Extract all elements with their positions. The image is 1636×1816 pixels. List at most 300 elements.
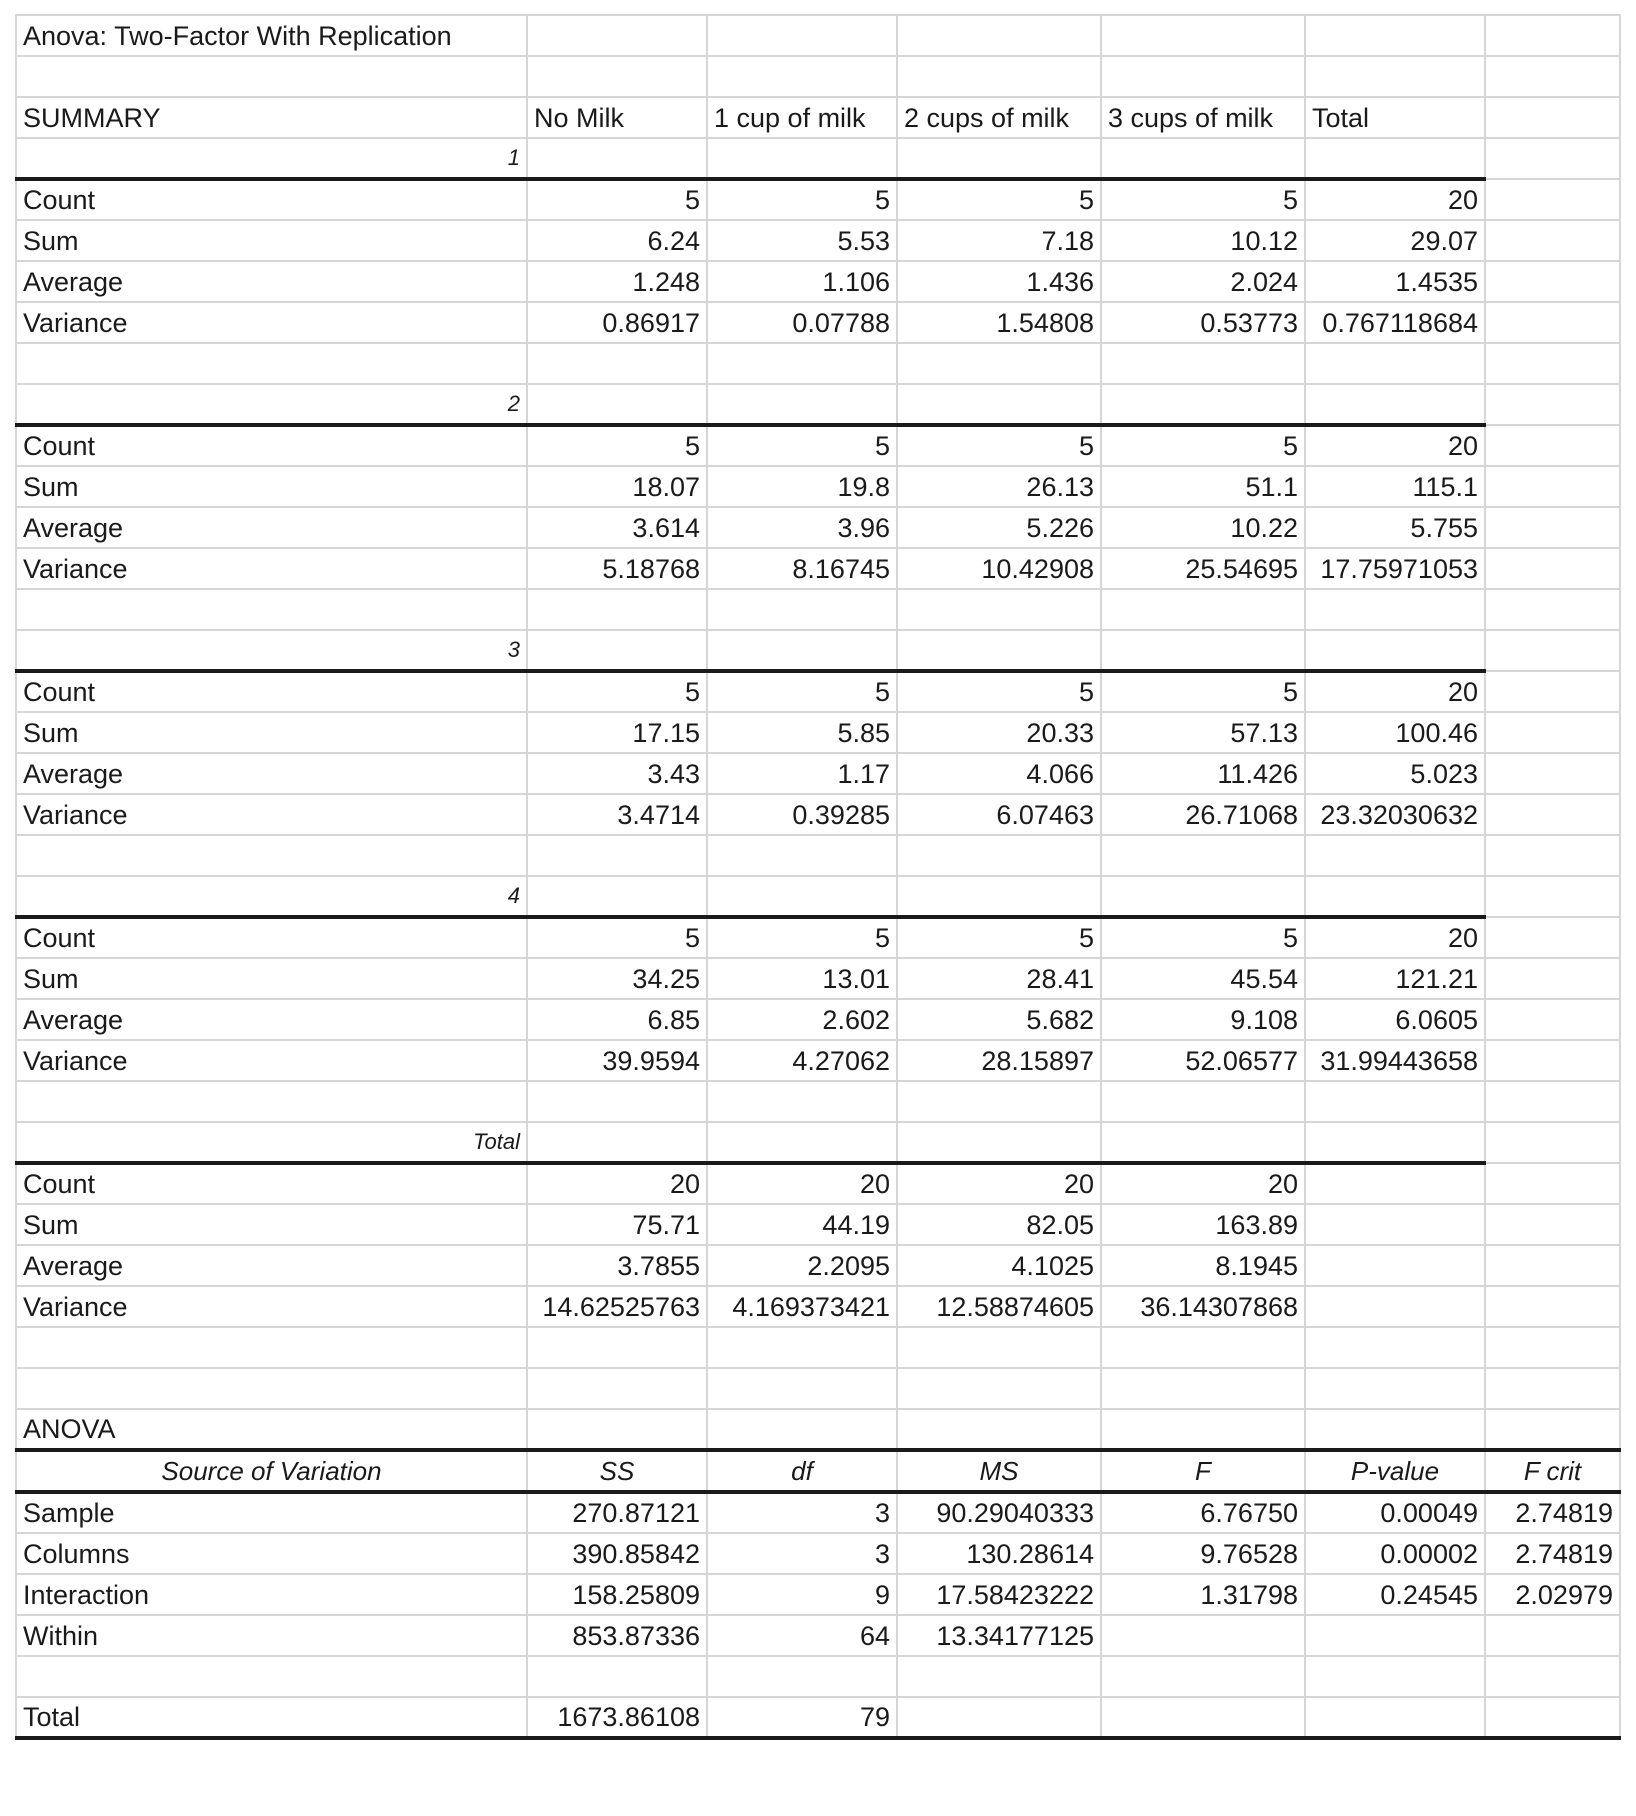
anova-total-value[interactable]: 79 — [707, 1697, 897, 1738]
anova-value[interactable]: 6.76750 — [1101, 1492, 1305, 1533]
stat-value[interactable]: 51.1 — [1101, 466, 1305, 507]
empty-cell[interactable] — [897, 630, 1101, 671]
stat-value[interactable]: 5 — [527, 671, 707, 712]
empty-cell[interactable] — [1101, 876, 1305, 917]
stat-value[interactable]: 17.75971053 — [1305, 548, 1485, 589]
empty-cell[interactable] — [897, 1368, 1101, 1409]
empty-cell[interactable] — [527, 1327, 707, 1368]
empty-cell[interactable] — [527, 589, 707, 630]
column-header[interactable]: Total — [1305, 97, 1485, 138]
empty-cell[interactable] — [707, 630, 897, 671]
stat-label[interactable]: Variance — [16, 548, 527, 589]
empty-cell[interactable] — [1305, 1656, 1485, 1697]
stat-value[interactable]: 5.755 — [1305, 507, 1485, 548]
column-header[interactable]: 2 cups of milk — [897, 97, 1101, 138]
stat-value[interactable]: 5 — [1101, 671, 1305, 712]
stat-value[interactable]: 5 — [1101, 917, 1305, 958]
empty-cell[interactable] — [1485, 56, 1620, 97]
empty-cell[interactable] — [707, 56, 897, 97]
anova-total-label[interactable]: Total — [16, 1697, 527, 1738]
anova-value[interactable]: 270.87121 — [527, 1492, 707, 1533]
stat-value[interactable]: 4.27062 — [707, 1040, 897, 1081]
empty-cell[interactable] — [707, 589, 897, 630]
stat-value[interactable]: 100.46 — [1305, 712, 1485, 753]
empty-cell[interactable] — [1305, 138, 1485, 179]
stat-value[interactable]: 12.58874605 — [897, 1286, 1101, 1327]
empty-cell[interactable] — [1485, 794, 1620, 835]
empty-cell[interactable] — [707, 1327, 897, 1368]
stat-value[interactable]: 3.4714 — [527, 794, 707, 835]
empty-cell[interactable] — [897, 343, 1101, 384]
empty-cell[interactable] — [1485, 343, 1620, 384]
empty-cell[interactable] — [1305, 1409, 1485, 1450]
empty-cell[interactable] — [897, 835, 1101, 876]
empty-cell[interactable] — [1101, 1656, 1305, 1697]
group-label[interactable]: 1 — [16, 138, 527, 179]
anova-value[interactable] — [1305, 1615, 1485, 1656]
stat-value[interactable]: 20 — [897, 1163, 1101, 1204]
empty-cell[interactable] — [16, 1327, 527, 1368]
empty-cell[interactable] — [1305, 56, 1485, 97]
sheet-row — [16, 548, 1620, 589]
empty-cell[interactable] — [1485, 15, 1620, 56]
empty-cell[interactable] — [1485, 712, 1620, 753]
empty-cell[interactable] — [1485, 97, 1620, 138]
stat-label[interactable]: Average — [16, 753, 527, 794]
anova-header[interactable]: F crit — [1485, 1450, 1620, 1492]
empty-cell[interactable] — [707, 15, 897, 56]
group-label[interactable]: Total — [16, 1122, 527, 1163]
stat-value[interactable]: 10.22 — [1101, 507, 1305, 548]
empty-cell[interactable] — [1305, 1286, 1485, 1327]
anova-value[interactable]: 2.02979 — [1485, 1574, 1620, 1615]
group-label[interactable]: 4 — [16, 876, 527, 917]
stat-value[interactable]: 1.106 — [707, 261, 897, 302]
empty-cell[interactable] — [1305, 384, 1485, 425]
empty-cell[interactable] — [897, 876, 1101, 917]
empty-cell[interactable] — [16, 1368, 527, 1409]
anova-value[interactable]: 158.25809 — [527, 1574, 707, 1615]
empty-cell[interactable] — [527, 876, 707, 917]
anova-header[interactable]: MS — [897, 1450, 1101, 1492]
stat-value[interactable]: 8.1945 — [1101, 1245, 1305, 1286]
stat-value[interactable]: 1.248 — [527, 261, 707, 302]
sheet-row — [16, 1040, 1620, 1081]
empty-cell[interactable] — [1485, 958, 1620, 999]
stat-label[interactable]: Count — [16, 671, 527, 712]
stat-label[interactable]: Count — [16, 917, 527, 958]
stat-value[interactable]: 5.226 — [897, 507, 1101, 548]
stat-value[interactable]: 14.62525763 — [527, 1286, 707, 1327]
empty-cell[interactable] — [1485, 1245, 1620, 1286]
empty-cell[interactable] — [1485, 1122, 1620, 1163]
stat-value[interactable]: 5.18768 — [527, 548, 707, 589]
empty-cell[interactable] — [1485, 835, 1620, 876]
empty-cell[interactable] — [707, 384, 897, 425]
stat-label[interactable]: Count — [16, 425, 527, 466]
stat-value[interactable]: 3.7855 — [527, 1245, 707, 1286]
stat-value[interactable]: 6.85 — [527, 999, 707, 1040]
stat-value[interactable]: 5 — [707, 917, 897, 958]
sheet-row — [16, 794, 1620, 835]
empty-cell[interactable] — [897, 56, 1101, 97]
empty-cell[interactable] — [16, 835, 527, 876]
empty-cell[interactable] — [16, 56, 527, 97]
stat-value[interactable]: 2.2095 — [707, 1245, 897, 1286]
empty-cell[interactable] — [527, 56, 707, 97]
stat-value[interactable]: 34.25 — [527, 958, 707, 999]
empty-cell[interactable] — [707, 876, 897, 917]
empty-cell[interactable] — [1305, 343, 1485, 384]
empty-cell[interactable] — [1101, 835, 1305, 876]
stat-label[interactable]: Count — [16, 179, 527, 220]
sheet-row — [16, 1122, 1620, 1163]
empty-cell[interactable] — [527, 343, 707, 384]
stat-value[interactable]: 5 — [527, 179, 707, 220]
anova-total-value[interactable]: 1673.86108 — [527, 1697, 707, 1738]
empty-cell[interactable] — [1485, 1368, 1620, 1409]
empty-cell[interactable] — [1485, 138, 1620, 179]
stat-value[interactable]: 8.16745 — [707, 548, 897, 589]
sheet-row — [16, 302, 1620, 343]
empty-cell[interactable] — [527, 1368, 707, 1409]
stat-value[interactable]: 26.13 — [897, 466, 1101, 507]
empty-cell[interactable] — [527, 15, 707, 56]
empty-cell[interactable] — [1485, 999, 1620, 1040]
stat-value[interactable]: 2.602 — [707, 999, 897, 1040]
empty-cell[interactable] — [1101, 384, 1305, 425]
empty-cell[interactable] — [1485, 261, 1620, 302]
stat-value[interactable]: 25.54695 — [1101, 548, 1305, 589]
empty-cell[interactable] — [1101, 630, 1305, 671]
stat-value[interactable]: 2.024 — [1101, 261, 1305, 302]
empty-cell[interactable] — [16, 1081, 527, 1122]
stat-value[interactable]: 52.06577 — [1101, 1040, 1305, 1081]
stat-value[interactable]: 3.43 — [527, 753, 707, 794]
empty-cell[interactable] — [527, 1122, 707, 1163]
stat-value[interactable]: 5 — [897, 671, 1101, 712]
stat-value[interactable]: 0.39285 — [707, 794, 897, 835]
stat-value[interactable]: 5.023 — [1305, 753, 1485, 794]
empty-cell[interactable] — [1305, 876, 1485, 917]
empty-cell[interactable] — [1485, 917, 1620, 958]
stat-label[interactable]: Variance — [16, 1286, 527, 1327]
stat-label[interactable]: Average — [16, 261, 527, 302]
stat-value[interactable]: 163.89 — [1101, 1204, 1305, 1245]
stat-value[interactable]: 45.54 — [1101, 958, 1305, 999]
anova-value[interactable]: 64 — [707, 1615, 897, 1656]
empty-cell[interactable] — [1485, 1409, 1620, 1450]
empty-cell[interactable] — [1101, 1409, 1305, 1450]
stat-value[interactable]: 121.21 — [1305, 958, 1485, 999]
stat-value[interactable]: 13.01 — [707, 958, 897, 999]
empty-cell[interactable] — [1485, 466, 1620, 507]
empty-cell[interactable] — [1101, 1122, 1305, 1163]
empty-cell[interactable] — [1305, 1163, 1485, 1204]
stat-value[interactable]: 6.24 — [527, 220, 707, 261]
stat-value[interactable]: 19.8 — [707, 466, 897, 507]
stat-value[interactable]: 4.1025 — [897, 1245, 1101, 1286]
anova-value[interactable]: 13.34177125 — [897, 1615, 1101, 1656]
empty-cell[interactable] — [1485, 1327, 1620, 1368]
column-header[interactable]: No Milk — [527, 97, 707, 138]
stat-label[interactable]: Variance — [16, 302, 527, 343]
stat-value[interactable]: 3.614 — [527, 507, 707, 548]
empty-cell[interactable] — [1101, 343, 1305, 384]
empty-cell[interactable] — [1305, 835, 1485, 876]
empty-cell[interactable] — [1485, 671, 1620, 712]
empty-cell[interactable] — [1485, 589, 1620, 630]
stat-value[interactable]: 20 — [1305, 917, 1485, 958]
anova-source[interactable]: Within — [16, 1615, 527, 1656]
anova-total-value[interactable] — [897, 1697, 1101, 1738]
stat-value[interactable]: 10.12 — [1101, 220, 1305, 261]
stat-value[interactable]: 6.07463 — [897, 794, 1101, 835]
empty-cell[interactable] — [707, 343, 897, 384]
empty-cell[interactable] — [1485, 384, 1620, 425]
empty-cell[interactable] — [1101, 1368, 1305, 1409]
empty-cell[interactable] — [1485, 548, 1620, 589]
empty-cell[interactable] — [707, 1656, 897, 1697]
anova-value[interactable]: 0.00049 — [1305, 1492, 1485, 1533]
column-header[interactable]: 3 cups of milk — [1101, 97, 1305, 138]
empty-cell[interactable] — [707, 1081, 897, 1122]
stat-value[interactable]: 1.54808 — [897, 302, 1101, 343]
anova-value[interactable]: 853.87336 — [527, 1615, 707, 1656]
stat-label[interactable]: Sum — [16, 1204, 527, 1245]
stat-value[interactable]: 20 — [1305, 179, 1485, 220]
empty-cell[interactable] — [1305, 1081, 1485, 1122]
stat-value[interactable]: 4.066 — [897, 753, 1101, 794]
stat-value[interactable]: 20.33 — [897, 712, 1101, 753]
anova-header[interactable]: df — [707, 1450, 897, 1492]
empty-cell[interactable] — [16, 1656, 527, 1697]
stat-value[interactable]: 4.169373421 — [707, 1286, 897, 1327]
anova-value[interactable]: 17.58423222 — [897, 1574, 1101, 1615]
anova-header[interactable]: SS — [527, 1450, 707, 1492]
empty-cell[interactable] — [1101, 589, 1305, 630]
empty-cell[interactable] — [897, 384, 1101, 425]
sheet-title[interactable]: Anova: Two-Factor With Replication — [16, 15, 527, 56]
stat-value[interactable]: 20 — [527, 1163, 707, 1204]
empty-cell[interactable] — [707, 1368, 897, 1409]
stat-label[interactable]: Variance — [16, 794, 527, 835]
stat-value[interactable]: 5.682 — [897, 999, 1101, 1040]
anova-value[interactable]: 2.74819 — [1485, 1492, 1620, 1533]
anova-value[interactable]: 130.28614 — [897, 1533, 1101, 1574]
stat-value[interactable]: 5 — [707, 179, 897, 220]
empty-cell[interactable] — [1101, 15, 1305, 56]
empty-cell[interactable] — [1305, 1122, 1485, 1163]
empty-cell[interactable] — [527, 1081, 707, 1122]
empty-cell[interactable] — [527, 1656, 707, 1697]
anova-header[interactable]: F — [1101, 1450, 1305, 1492]
empty-cell[interactable] — [1305, 1204, 1485, 1245]
empty-cell[interactable] — [1485, 425, 1620, 466]
anova-label[interactable]: ANOVA — [16, 1409, 527, 1450]
anova-value[interactable] — [1101, 1615, 1305, 1656]
stat-label[interactable]: Average — [16, 1245, 527, 1286]
stat-value[interactable]: 1.436 — [897, 261, 1101, 302]
stat-value[interactable]: 6.0605 — [1305, 999, 1485, 1040]
stat-value[interactable]: 0.53773 — [1101, 302, 1305, 343]
anova-value[interactable]: 3 — [707, 1492, 897, 1533]
stat-value[interactable]: 10.42908 — [897, 548, 1101, 589]
stat-value[interactable]: 82.05 — [897, 1204, 1101, 1245]
empty-cell[interactable] — [527, 835, 707, 876]
empty-cell[interactable] — [897, 1409, 1101, 1450]
anova-total-value[interactable] — [1305, 1697, 1485, 1738]
empty-cell[interactable] — [1485, 753, 1620, 794]
stat-value[interactable]: 28.15897 — [897, 1040, 1101, 1081]
anova-value[interactable]: 0.00002 — [1305, 1533, 1485, 1574]
anova-value[interactable]: 9 — [707, 1574, 897, 1615]
empty-cell[interactable] — [707, 138, 897, 179]
empty-cell[interactable] — [1485, 1163, 1620, 1204]
anova-header[interactable]: P-value — [1305, 1450, 1485, 1492]
empty-cell[interactable] — [1485, 1204, 1620, 1245]
stat-value[interactable]: 5.53 — [707, 220, 897, 261]
empty-cell[interactable] — [707, 835, 897, 876]
stat-value[interactable]: 29.07 — [1305, 220, 1485, 261]
empty-cell[interactable] — [707, 1122, 897, 1163]
stat-label[interactable]: Sum — [16, 712, 527, 753]
stat-value[interactable]: 18.07 — [527, 466, 707, 507]
stat-label[interactable]: Average — [16, 507, 527, 548]
empty-cell[interactable] — [527, 630, 707, 671]
anova-value[interactable]: 90.29040333 — [897, 1492, 1101, 1533]
empty-cell[interactable] — [897, 15, 1101, 56]
empty-cell[interactable] — [897, 1081, 1101, 1122]
empty-cell[interactable] — [1101, 56, 1305, 97]
stat-value[interactable]: 115.1 — [1305, 466, 1485, 507]
empty-cell[interactable] — [1305, 589, 1485, 630]
column-header[interactable]: 1 cup of milk — [707, 97, 897, 138]
empty-cell[interactable] — [1305, 1327, 1485, 1368]
stat-value[interactable]: 26.71068 — [1101, 794, 1305, 835]
empty-cell[interactable] — [897, 1656, 1101, 1697]
anova-source[interactable]: Sample — [16, 1492, 527, 1533]
empty-cell[interactable] — [1485, 1081, 1620, 1122]
stat-value[interactable]: 5 — [527, 917, 707, 958]
stat-value[interactable]: 5 — [527, 425, 707, 466]
stat-value[interactable]: 39.9594 — [527, 1040, 707, 1081]
stat-label[interactable]: Variance — [16, 1040, 527, 1081]
stat-value[interactable]: 5 — [707, 671, 897, 712]
stat-value[interactable]: 20 — [1305, 425, 1485, 466]
anova-value[interactable] — [1485, 1615, 1620, 1656]
empty-cell[interactable] — [1485, 1286, 1620, 1327]
empty-cell[interactable] — [1305, 15, 1485, 56]
stat-value[interactable]: 7.18 — [897, 220, 1101, 261]
empty-cell[interactable] — [1485, 507, 1620, 548]
stat-value[interactable]: 0.86917 — [527, 302, 707, 343]
empty-cell[interactable] — [1101, 138, 1305, 179]
summary-label[interactable]: SUMMARY — [16, 97, 527, 138]
empty-cell[interactable] — [527, 138, 707, 179]
stat-value[interactable]: 75.71 — [527, 1204, 707, 1245]
stat-value[interactable]: 9.108 — [1101, 999, 1305, 1040]
empty-cell[interactable] — [527, 1409, 707, 1450]
empty-cell[interactable] — [1485, 302, 1620, 343]
empty-cell[interactable] — [16, 589, 527, 630]
stat-label[interactable]: Count — [16, 1163, 527, 1204]
empty-cell[interactable] — [1305, 1368, 1485, 1409]
stat-label[interactable]: Sum — [16, 958, 527, 999]
anova-value[interactable]: 3 — [707, 1533, 897, 1574]
anova-total-value[interactable] — [1485, 1697, 1620, 1738]
stat-value[interactable]: 31.99443658 — [1305, 1040, 1485, 1081]
group-label[interactable]: 2 — [16, 384, 527, 425]
anova-value[interactable]: 2.74819 — [1485, 1533, 1620, 1574]
sheet-row — [16, 425, 1620, 466]
empty-cell[interactable] — [1485, 630, 1620, 671]
empty-cell[interactable] — [897, 589, 1101, 630]
stat-label[interactable]: Sum — [16, 220, 527, 261]
anova-value[interactable]: 0.24545 — [1305, 1574, 1485, 1615]
stat-value[interactable]: 1.17 — [707, 753, 897, 794]
empty-cell[interactable] — [1101, 1327, 1305, 1368]
empty-cell[interactable] — [897, 1122, 1101, 1163]
stat-value[interactable]: 3.96 — [707, 507, 897, 548]
empty-cell[interactable] — [1485, 220, 1620, 261]
stat-value[interactable]: 20 — [1101, 1163, 1305, 1204]
empty-cell[interactable] — [1485, 1656, 1620, 1697]
stat-label[interactable]: Average — [16, 999, 527, 1040]
anova-source[interactable]: Interaction — [16, 1574, 527, 1615]
stat-label[interactable]: Sum — [16, 466, 527, 507]
empty-cell[interactable] — [1485, 1040, 1620, 1081]
stat-value[interactable]: 17.15 — [527, 712, 707, 753]
empty-cell[interactable] — [1305, 630, 1485, 671]
stat-value[interactable]: 44.19 — [707, 1204, 897, 1245]
empty-cell[interactable] — [1101, 1081, 1305, 1122]
stat-value[interactable]: 28.41 — [897, 958, 1101, 999]
stat-value[interactable]: 57.13 — [1101, 712, 1305, 753]
stat-value[interactable]: 5 — [897, 179, 1101, 220]
stat-value[interactable]: 5 — [1101, 425, 1305, 466]
anova-value[interactable]: 1.31798 — [1101, 1574, 1305, 1615]
empty-cell[interactable] — [1305, 1245, 1485, 1286]
empty-cell[interactable] — [707, 1409, 897, 1450]
empty-cell[interactable] — [16, 343, 527, 384]
anova-source[interactable]: Columns — [16, 1533, 527, 1574]
stat-value[interactable]: 5.85 — [707, 712, 897, 753]
stat-value[interactable]: 5 — [897, 917, 1101, 958]
empty-cell[interactable] — [897, 1327, 1101, 1368]
stat-value[interactable]: 0.767118684 — [1305, 302, 1485, 343]
stat-value[interactable]: 36.14307868 — [1101, 1286, 1305, 1327]
stat-value[interactable]: 11.426 — [1101, 753, 1305, 794]
stat-value[interactable]: 20 — [1305, 671, 1485, 712]
anova-header[interactable]: Source of Variation — [16, 1450, 527, 1492]
stat-value[interactable]: 1.4535 — [1305, 261, 1485, 302]
stat-value[interactable]: 23.32030632 — [1305, 794, 1485, 835]
empty-cell[interactable] — [1485, 179, 1620, 220]
group-label[interactable]: 3 — [16, 630, 527, 671]
anova-total-value[interactable] — [1101, 1697, 1305, 1738]
stat-value[interactable]: 0.07788 — [707, 302, 897, 343]
stat-value[interactable]: 5 — [707, 425, 897, 466]
empty-cell[interactable] — [897, 138, 1101, 179]
stat-value[interactable]: 5 — [1101, 179, 1305, 220]
empty-cell[interactable] — [527, 384, 707, 425]
stat-value[interactable]: 5 — [897, 425, 1101, 466]
stat-value[interactable]: 20 — [707, 1163, 897, 1204]
empty-cell[interactable] — [1485, 876, 1620, 917]
anova-value[interactable]: 390.85842 — [527, 1533, 707, 1574]
anova-value[interactable]: 9.76528 — [1101, 1533, 1305, 1574]
